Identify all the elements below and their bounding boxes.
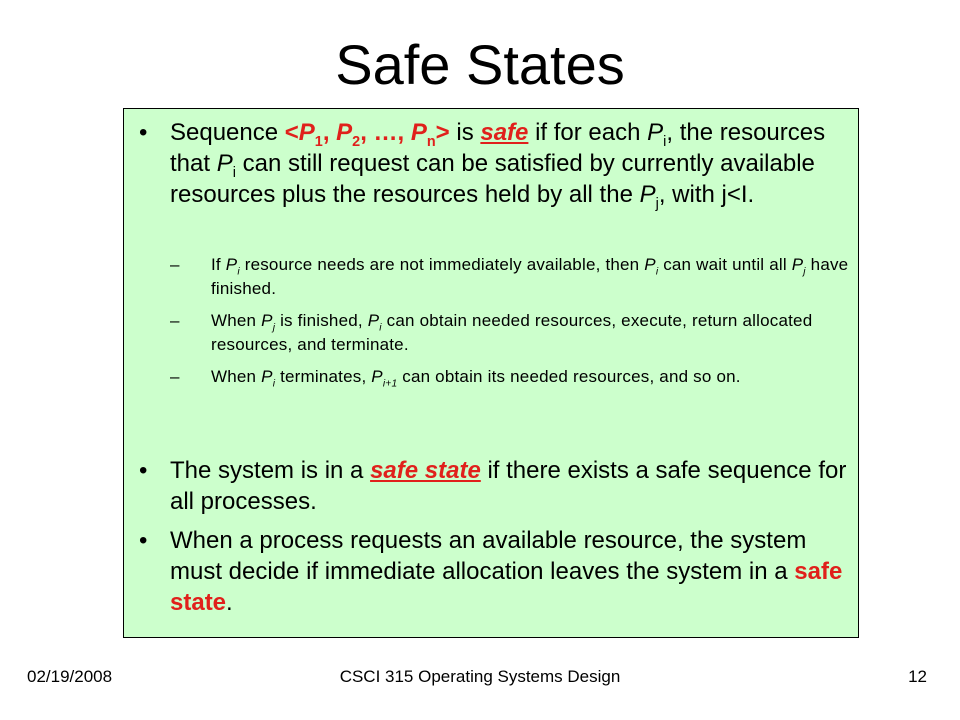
footer-course: CSCI 315 Operating Systems Design [339,667,621,686]
footer-date: 02/19/2008 [27,667,113,686]
content-box [123,108,859,638]
dash-marker: – [170,367,180,386]
subbullet-pi-terminates: – When $P_i$ terminates, $P_{i+1}$ can obtain its needed resources, and so on. [170,367,741,390]
subbullet-resource-needs: – If $P_i$ resource needs are not immediately available, then $P_i$ can wait until all $P_j$ have finished. [170,255,849,298]
term-safe-state-bold: safe state [170,558,843,616]
text: Sequence [170,119,285,146]
slide-title: Safe States [335,33,625,96]
term-safe-state: safe state [370,457,481,484]
dash-marker: – [170,311,180,330]
bullet-marker: • [139,457,148,484]
sequence-notation: $<P_1$, $P_2$, …, $P_n>$ [284,119,450,150]
bullet-process-request: • When a process requests an available resource, the system must decide if immediate allocation leaves the system in a safe state. [139,527,843,616]
bullet-safe-sequence: • Sequence $<P_1$, $P_2$, …, $P_n>$ is safe if for each $P_i$, the resources that $P_i$ can still request can be satisfied by currently available resources plus the resources held by all the $P_j$, with j<I. [139,119,826,212]
bullet-marker: • [139,527,148,554]
subbullet-pj-finished: – When $P_j$ is finished, $P_i$ can obtain needed resources, execute, return allocated resources, and terminate. [170,311,813,354]
dash-marker: – [170,255,180,274]
footer-page-number: 12 [908,667,927,686]
bullet-safe-state: • The system is in a safe state if there exists a safe sequence for all processes. [139,457,847,515]
bullet-marker: • [139,119,148,146]
term-safe: safe [480,119,529,146]
